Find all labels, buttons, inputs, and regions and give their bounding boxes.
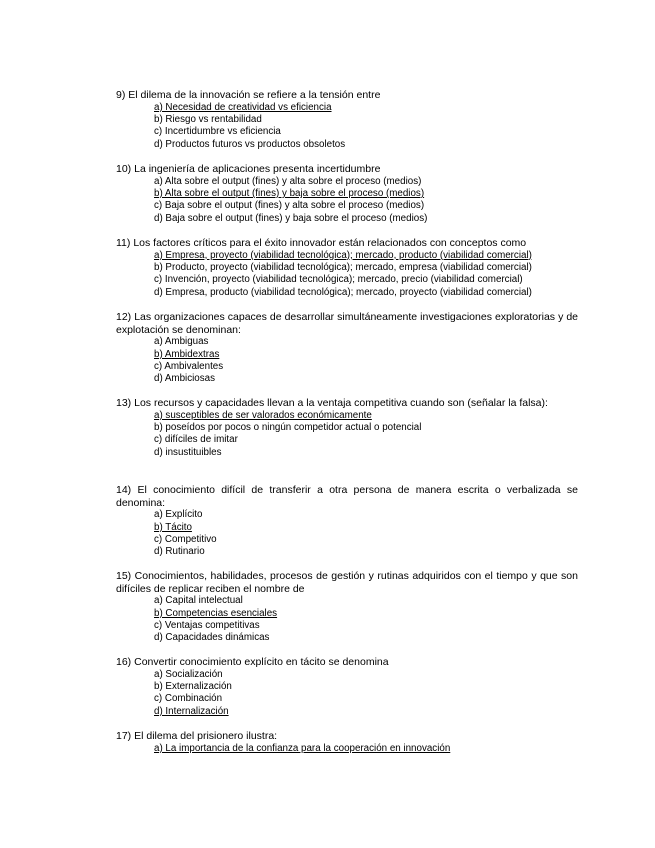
option-label: a) Socialización <box>154 668 223 680</box>
question-14 <box>116 484 578 559</box>
question-number: 14) <box>116 484 132 496</box>
option-a <box>154 176 578 188</box>
option-b <box>154 349 578 361</box>
option-c <box>154 126 578 138</box>
option-label: b) Riesgo vs rentabilidad <box>154 114 262 125</box>
question-stem <box>116 484 578 509</box>
option-label: d) Capacidades dinámicas <box>154 632 270 644</box>
option-label: b) Competencias esenciales <box>154 607 278 619</box>
option-label: a) Explícito <box>154 509 203 521</box>
option-label: c) difíciles de imitar <box>154 434 238 446</box>
question-stem <box>116 89 578 102</box>
option-d <box>154 213 578 225</box>
question-number: 11) <box>116 237 131 249</box>
option-a <box>154 595 578 607</box>
option-label: b) Alta sobre el output (fines) y baja sobre el proceso (medios) <box>154 188 425 199</box>
option-label: b) Ambidextras <box>154 348 220 360</box>
question-text: Conocimientos, habilidades, procesos de gestión y rutinas adquiridos con el tiempo y que son difíciles de replicar reciben el nombre de <box>116 570 578 595</box>
option-c <box>154 534 578 546</box>
option-b <box>154 681 578 693</box>
option-label: c) Ventajas competitivas <box>154 620 260 631</box>
question-number: 9) <box>116 89 126 101</box>
option-b <box>154 522 578 534</box>
option-label: d) Rutinario <box>154 546 205 558</box>
option-label: a) Empresa, proyecto (viabilidad tecnológica); mercado, producto (viabilidad comercial) <box>154 249 532 261</box>
question-number: 10) <box>116 163 132 175</box>
option-label: b) Tácito <box>154 521 192 533</box>
question-text: Convertir conocimiento explícito en tácito se denomina <box>134 656 389 668</box>
option-label: d) Internalización <box>154 705 229 717</box>
option-label: a) Alta sobre el output (fines) y alta sobre el proceso (medios) <box>154 175 422 187</box>
question-stem <box>116 730 578 743</box>
option-b <box>154 114 578 126</box>
option-c <box>154 434 578 446</box>
option-list <box>116 336 578 386</box>
option-label: c) Ambivalentes <box>154 361 224 372</box>
option-label: c) Incertidumbre vs eficiencia <box>154 126 281 138</box>
option-c <box>154 200 578 212</box>
option-d <box>154 373 578 385</box>
option-label: b) poseídos por pocos o ningún competidor actual o potencial <box>154 422 422 433</box>
option-a <box>154 743 578 755</box>
option-d <box>154 287 578 299</box>
question-stem <box>116 163 578 176</box>
option-c <box>154 361 578 373</box>
option-list <box>116 509 578 559</box>
question-stem <box>116 656 578 669</box>
option-label: a) Ambiguas <box>154 336 209 348</box>
question-17 <box>116 730 578 755</box>
question-number: 13) <box>116 397 132 409</box>
question-text: El dilema de la innovación se refiere a la tensión entre <box>128 89 381 101</box>
option-b <box>154 188 578 200</box>
option-list <box>116 102 578 152</box>
question-text: Las organizaciones capaces de desarrollar simultáneamente investigaciones exploratorias y de explotación se denominan: <box>116 311 579 336</box>
question-16 <box>116 656 578 718</box>
option-b <box>154 608 578 620</box>
option-label: c) Competitivo <box>154 534 217 545</box>
option-list <box>116 669 578 719</box>
option-list <box>116 410 578 460</box>
question-number: 12) <box>116 311 132 323</box>
option-d <box>154 632 578 644</box>
option-label: b) Producto, proyecto (viabilidad tecnológica); mercado, empresa (viabilidad comercial) <box>154 262 532 273</box>
option-d <box>154 139 578 151</box>
option-a <box>154 669 578 681</box>
question-15 <box>116 570 578 645</box>
option-d <box>154 447 578 459</box>
option-c <box>154 693 578 705</box>
option-b <box>154 422 578 434</box>
option-label: c) Combinación <box>154 693 223 705</box>
option-label: d) insustituibles <box>154 446 222 458</box>
question-stem <box>116 311 578 336</box>
option-label: d) Productos futuros vs productos obsoletos <box>154 138 346 150</box>
question-13 <box>116 397 578 459</box>
option-label: a) susceptibles de ser valorados económicamente <box>154 409 372 421</box>
option-label: b) Externalización <box>154 681 232 692</box>
question-11 <box>116 237 578 299</box>
question-number: 15) <box>116 570 132 582</box>
option-list <box>116 595 578 645</box>
question-12 <box>116 311 578 386</box>
option-a <box>154 509 578 521</box>
question-text: La ingeniería de aplicaciones presenta incertidumbre <box>134 163 381 175</box>
option-a <box>154 250 578 262</box>
question-stem <box>116 397 578 410</box>
option-d <box>154 546 578 558</box>
question-10 <box>116 163 578 225</box>
option-a <box>154 102 578 114</box>
question-text: Los recursos y capacidades llevan a la ventaja competitiva cuando son (señalar la falsa): <box>134 397 548 409</box>
question-stem <box>116 237 578 250</box>
option-a <box>154 410 578 422</box>
option-list <box>116 250 578 300</box>
option-label: c) Baja sobre el output (fines) y alta sobre el proceso (medios) <box>154 200 425 212</box>
option-label: a) Necesidad de creatividad vs eficiencia <box>154 101 332 113</box>
question-text: El conocimiento difícil de transferir a otra persona de manera escrita o verbalizada se denomina: <box>116 484 578 509</box>
option-list <box>116 176 578 226</box>
option-list <box>116 743 578 755</box>
option-label: c) Invención, proyecto (viabilidad tecnológica); mercado, precio (viabilidad comercial) <box>154 274 523 286</box>
question-number: 17) <box>116 730 132 742</box>
option-d <box>154 706 578 718</box>
question-9 <box>116 89 578 151</box>
question-number: 16) <box>116 656 132 668</box>
option-label: d) Ambiciosas <box>154 373 215 385</box>
option-label: a) La importancia de la confianza para la cooperación en innovación <box>154 742 451 754</box>
option-b <box>154 262 578 274</box>
question-text: El dilema del prisionero ilustra: <box>134 730 278 742</box>
option-label: d) Empresa, producto (viabilidad tecnológica); mercado, proyecto (viabilidad comercial) <box>154 286 532 298</box>
option-c <box>154 620 578 632</box>
question-stem <box>116 570 578 595</box>
option-c <box>154 274 578 286</box>
option-label: d) Baja sobre el output (fines) y baja sobre el proceso (medios) <box>154 212 428 224</box>
option-a <box>154 336 578 348</box>
question-text: Los factores críticos para el éxito innovador están relacionados con conceptos como <box>133 237 527 249</box>
option-label: a) Capital intelectual <box>154 595 243 607</box>
